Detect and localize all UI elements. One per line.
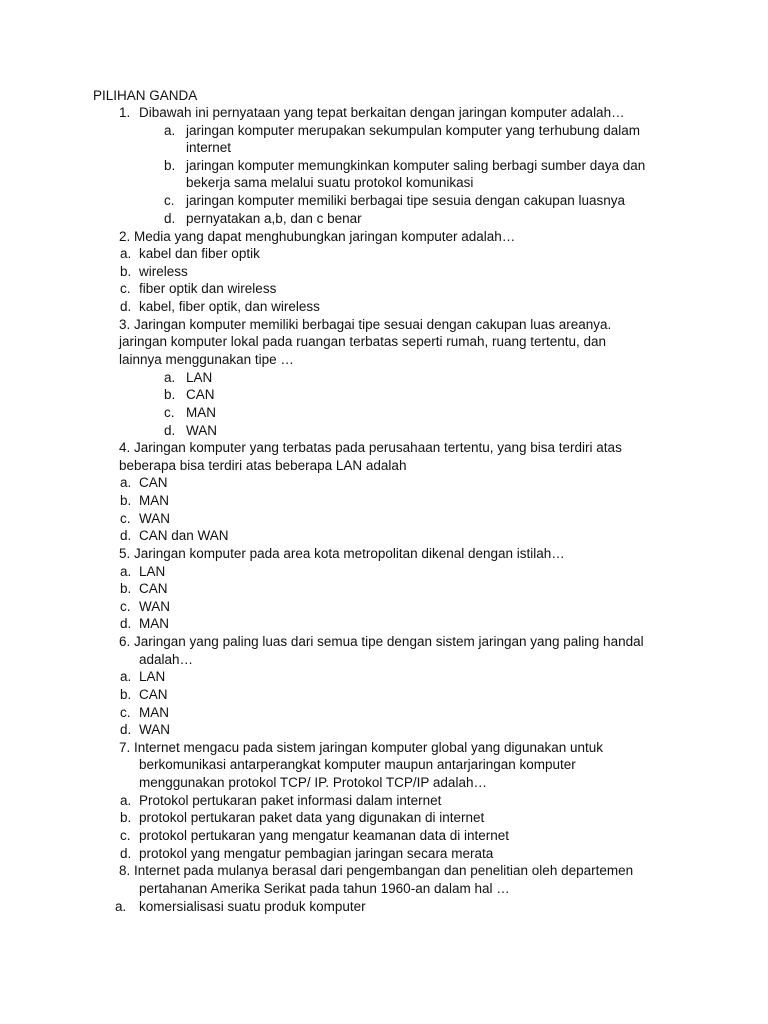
option-label: c.	[120, 511, 131, 526]
question-text: 5. Jaringan komputer pada area kota metropolitan dikenal dengan istilah…	[119, 546, 565, 561]
option-text: kabel, fiber optik, dan wireless	[139, 299, 320, 314]
option-label: b.	[164, 387, 176, 402]
question-text: 8. Internet pada mulanya berasal dari pengembangan dan penelitian oleh departemen	[119, 863, 634, 878]
question-text: lainnya menggunakan tipe …	[119, 352, 294, 367]
option-label: d.	[120, 299, 132, 314]
option-text: LAN	[139, 669, 166, 684]
question-text: jaringan komputer lokal pada ruangan terbatas seperti rumah, ruang tertentu, dan	[119, 334, 607, 349]
option-label: d.	[120, 616, 132, 631]
option-text: CAN dan WAN	[139, 528, 229, 543]
option-label: c.	[164, 405, 175, 420]
option-text: komersialisasi suatu produk komputer	[139, 899, 366, 914]
option-text: CAN	[139, 687, 168, 702]
option-text: MAN	[139, 705, 169, 720]
option-label: b.	[120, 493, 132, 508]
option-label: d.	[120, 528, 132, 543]
option-text: LAN	[186, 370, 213, 385]
option-text: WAN	[186, 423, 217, 438]
option-text: MAN	[186, 405, 216, 420]
option-text: MAN	[139, 616, 169, 631]
option-label: d.	[120, 722, 132, 737]
question-text: Dibawah ini pernyataan yang tepat berkaitan dengan jaringan komputer adalah…	[139, 105, 625, 120]
option-label: b.	[120, 810, 132, 825]
option-text: fiber optik dan wireless	[139, 281, 277, 296]
question-text: 7. Internet mengacu pada sistem jaringan komputer global yang digunakan untuk	[119, 740, 604, 755]
question-text: 6. Jaringan yang paling luas dari semua tipe dengan sistem jaringan yang paling handal	[119, 634, 644, 649]
option-label: a.	[120, 564, 132, 579]
option-text: WAN	[139, 722, 170, 737]
option-label: a.	[164, 123, 176, 138]
option-text: jaringan komputer merupakan sekumpulan komputer yang terhubung dalam	[186, 123, 641, 138]
option-text: WAN	[139, 599, 170, 614]
question-text: beberapa bisa terdiri atas beberapa LAN adalah	[119, 458, 407, 473]
option-text: internet	[186, 140, 232, 155]
option-label: b.	[120, 264, 132, 279]
option-text: CAN	[186, 387, 215, 402]
option-label: b.	[120, 687, 132, 702]
option-text: CAN	[139, 475, 168, 490]
option-label: c.	[120, 599, 131, 614]
option-text: WAN	[139, 511, 170, 526]
option-text: Protokol pertukaran paket informasi dalam internet	[139, 793, 442, 808]
option-label: c.	[120, 828, 131, 843]
page-heading: PILIHAN GANDA	[93, 88, 198, 103]
option-label: a.	[115, 899, 127, 914]
option-label: d.	[120, 846, 132, 861]
option-label: d.	[164, 423, 176, 438]
option-label: b.	[164, 158, 176, 173]
option-text: protokol pertukaran paket data yang digunakan di internet	[139, 810, 485, 825]
option-text: CAN	[139, 581, 168, 596]
option-label: a.	[164, 370, 176, 385]
question-text: 4. Jaringan komputer yang terbatas pada perusahaan tertentu, yang bisa terdiri atas	[119, 440, 622, 455]
option-label: a.	[120, 793, 132, 808]
question-text: menggunakan protokol TCP/ IP. Protokol TCP/IP adalah…	[139, 775, 487, 790]
option-label: a.	[120, 475, 132, 490]
option-label: c.	[120, 281, 131, 296]
option-label: b.	[120, 581, 132, 596]
option-label: d.	[164, 211, 176, 226]
option-text: kabel dan fiber optik	[139, 246, 260, 261]
option-text: LAN	[139, 564, 166, 579]
option-text: pernyatakan a,b, dan c benar	[186, 211, 362, 226]
option-text: jaringan komputer memungkinkan komputer saling berbagi sumber daya dan	[186, 158, 646, 173]
option-label: a.	[120, 246, 132, 261]
option-text: protokol pertukaran yang mengatur keamanan data di internet	[139, 828, 509, 843]
question-text: pertahanan Amerika Serikat pada tahun 1960-an dalam hal …	[139, 881, 510, 896]
option-label: c.	[120, 705, 131, 720]
option-label: a.	[120, 669, 132, 684]
question-text: 2. Media yang dapat menghubungkan jaringan komputer adalah…	[119, 229, 516, 244]
option-text: protokol yang mengatur pembagian jaringan secara merata	[139, 846, 494, 861]
question-text: adalah…	[139, 652, 194, 667]
question-number: 1.	[119, 105, 131, 120]
option-text: wireless	[139, 264, 188, 279]
question-text: 3. Jaringan komputer memiliki berbagai tipe sesuai dengan cakupan luas areanya.	[119, 317, 612, 332]
option-label: c.	[164, 193, 175, 208]
option-text: bekerja sama melalui suatu protokol komunikasi	[186, 175, 474, 190]
option-text: jaringan komputer memiliki berbagai tipe sesuia dengan cakupan luasnya	[186, 193, 626, 208]
question-text: berkomunikasi antarperangkat komputer maupun antarjaringan komputer	[139, 757, 576, 772]
option-text: MAN	[139, 493, 169, 508]
